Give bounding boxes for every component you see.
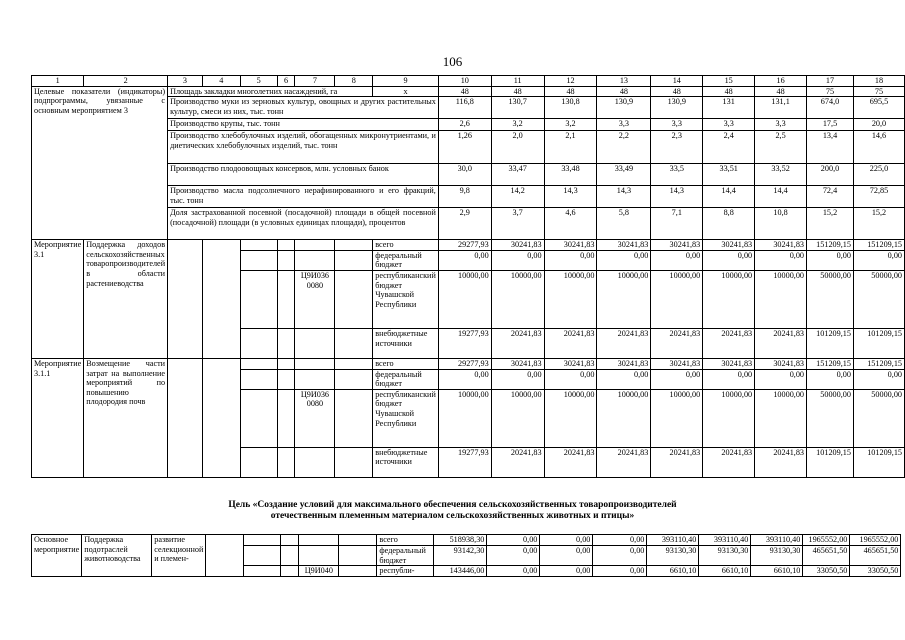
value-cell: 30241,83 xyxy=(544,358,597,369)
value-cell: 143446,00 xyxy=(434,566,487,577)
value-cell: 14,6 xyxy=(853,131,904,164)
value-cell: 131,1 xyxy=(755,97,807,119)
table-row xyxy=(32,358,905,369)
value-cell: 20241,83 xyxy=(491,328,544,358)
value-cell: 14,3 xyxy=(651,186,703,208)
value-cell: 30241,83 xyxy=(703,358,755,369)
table-row xyxy=(32,86,905,97)
value-cell: 0,00 xyxy=(807,369,854,389)
value-cell: 7,1 xyxy=(651,208,703,240)
value-cell: 30241,83 xyxy=(651,240,703,251)
header-cell: 11 xyxy=(491,76,544,87)
empty-cell xyxy=(240,328,277,358)
value-cell: 10000,00 xyxy=(597,389,651,447)
value-cell: 9,8 xyxy=(438,186,491,208)
empty-cell xyxy=(335,250,373,270)
value-cell: 465651,50 xyxy=(803,546,850,566)
measure-name: Поддержка доходов сельскохозяйственных товаропроизводителей в области растениеводства xyxy=(84,240,168,359)
goal-heading xyxy=(30,500,875,522)
value-cell: 225,0 xyxy=(853,164,904,186)
value-cell: 101209,15 xyxy=(853,447,904,477)
empty-cell xyxy=(277,240,295,251)
value-cell: 2,5 xyxy=(755,131,807,164)
value-cell: 116,8 xyxy=(438,97,491,119)
empty-cell xyxy=(335,240,373,251)
value-cell: 48 xyxy=(703,86,755,97)
value-cell: 130,7 xyxy=(491,97,544,119)
main-measure-type: Основное мероприятие xyxy=(32,535,82,577)
value-cell: 20241,83 xyxy=(544,447,597,477)
value-cell: 10000,00 xyxy=(755,270,807,328)
main-measure-target: развитие селекционной и племен- xyxy=(152,535,206,577)
empty-cell xyxy=(295,358,335,369)
value-cell: 0,00 xyxy=(703,369,755,389)
empty-cell xyxy=(240,369,277,389)
goal-line-1: Цель «Создание условий для максимального обеспечения сельскохозяйственных товаропроизводителей xyxy=(228,500,677,510)
value-cell: 93142,30 xyxy=(434,546,487,566)
header-cell: 8 xyxy=(335,76,373,87)
empty-cell xyxy=(168,240,203,359)
budget-code: Ц9И040 xyxy=(299,566,339,577)
value-cell: 30241,83 xyxy=(703,240,755,251)
empty-cell xyxy=(244,535,281,546)
value-cell: 33050,50 xyxy=(803,566,850,577)
empty-cell xyxy=(281,546,299,566)
empty-cell xyxy=(277,250,295,270)
value-cell: 10000,00 xyxy=(597,270,651,328)
indicator-name: Производство муки из зерновых культур, овощных и других растительных культур, смеси из них, тыс. тонн xyxy=(168,97,439,119)
value-cell: 33,47 xyxy=(491,164,544,186)
table-row xyxy=(32,240,905,251)
empty-cell xyxy=(335,447,373,477)
value-cell: 0,00 xyxy=(544,369,597,389)
value-cell: 3,3 xyxy=(703,119,755,131)
value-cell: 0,00 xyxy=(593,566,647,577)
value-cell: 0,00 xyxy=(487,566,540,577)
value-cell: 10000,00 xyxy=(651,389,703,447)
value-cell: 695,5 xyxy=(853,97,904,119)
value-cell: 48 xyxy=(755,86,807,97)
value-cell: 30241,83 xyxy=(597,358,651,369)
value-cell: 33,48 xyxy=(544,164,597,186)
value-cell: 3,3 xyxy=(597,119,651,131)
main-measure-name: Поддержка подотраслей животноводства xyxy=(82,535,152,577)
value-cell: 151209,15 xyxy=(807,358,854,369)
empty-cell xyxy=(335,270,373,328)
funding-source: всего xyxy=(377,535,434,546)
value-cell: 50000,00 xyxy=(853,389,904,447)
header-cell: 2 xyxy=(84,76,168,87)
empty-cell xyxy=(295,240,335,251)
indicator-name: Производство плодоовощных консервов, млн. условных банок xyxy=(168,164,439,186)
value-cell: 3,2 xyxy=(491,119,544,131)
indicator-name: Доля застрахованной посевной (посадочной) площади в общей посевной (посадочной) площади (в условных единицах площади), процентов xyxy=(168,208,439,240)
value-cell: 3,3 xyxy=(755,119,807,131)
value-cell: 20241,83 xyxy=(491,447,544,477)
funding-source: всего xyxy=(373,358,439,369)
value-cell: 130,8 xyxy=(544,97,597,119)
indicator-name: Производство крупы, тыс. тонн xyxy=(168,119,439,131)
value-cell: 0,00 xyxy=(597,369,651,389)
value-cell: 10000,00 xyxy=(491,270,544,328)
empty-cell xyxy=(281,535,299,546)
value-cell: 0,00 xyxy=(597,250,651,270)
value-cell: 3,7 xyxy=(491,208,544,240)
value-cell: 10,8 xyxy=(755,208,807,240)
value-cell: 10000,00 xyxy=(438,389,491,447)
header-cell: 6 xyxy=(277,76,295,87)
value-cell: 0,00 xyxy=(593,535,647,546)
value-cell: 130,9 xyxy=(597,97,651,119)
value-cell: 30241,83 xyxy=(544,240,597,251)
empty-cell xyxy=(295,369,335,389)
value-cell: 101209,15 xyxy=(807,328,854,358)
value-cell: 3,2 xyxy=(544,119,597,131)
empty-cell xyxy=(240,250,277,270)
value-cell: 6610,10 xyxy=(699,566,751,577)
value-cell: 6610,10 xyxy=(647,566,699,577)
empty-cell xyxy=(277,447,295,477)
value-cell: 2,6 xyxy=(438,119,491,131)
value-cell: 3,3 xyxy=(651,119,703,131)
value-cell: 30241,83 xyxy=(755,358,807,369)
value-cell: 50000,00 xyxy=(807,270,854,328)
value-cell: 8,8 xyxy=(703,208,755,240)
value-cell: 393110,40 xyxy=(647,535,699,546)
value-cell: 0,00 xyxy=(487,535,540,546)
empty-cell xyxy=(240,240,277,251)
value-cell: 393110,40 xyxy=(751,535,803,546)
empty-cell xyxy=(339,535,377,546)
value-cell: 0,00 xyxy=(540,546,593,566)
value-cell: 0,00 xyxy=(438,250,491,270)
value-cell: 2,4 xyxy=(703,131,755,164)
value-cell: 33,51 xyxy=(703,164,755,186)
empty-cell xyxy=(335,328,373,358)
value-cell: 14,4 xyxy=(703,186,755,208)
value-cell: 0,00 xyxy=(540,566,593,577)
value-cell: 1965552,00 xyxy=(850,535,901,546)
value-cell: 5,8 xyxy=(597,208,651,240)
empty-cell xyxy=(277,328,295,358)
value-cell: 33,52 xyxy=(755,164,807,186)
funding-source: республиканский бюджет Чувашской Республики xyxy=(373,270,439,328)
value-cell: 20241,83 xyxy=(597,328,651,358)
header-cell: 18 xyxy=(853,76,904,87)
funding-source: всего xyxy=(373,240,439,251)
value-cell: 10000,00 xyxy=(651,270,703,328)
value-cell: 20,0 xyxy=(853,119,904,131)
value-cell: 10000,00 xyxy=(491,389,544,447)
empty-cell xyxy=(202,358,240,477)
header-cell: 13 xyxy=(597,76,651,87)
value-cell: 15,2 xyxy=(853,208,904,240)
empty-cell xyxy=(299,546,339,566)
value-cell: 465651,50 xyxy=(850,546,901,566)
value-cell: 14,4 xyxy=(755,186,807,208)
value-cell: 30241,83 xyxy=(651,358,703,369)
empty-cell xyxy=(277,389,295,447)
value-cell: 0,00 xyxy=(593,546,647,566)
empty-cell xyxy=(339,566,377,577)
empty-cell xyxy=(168,358,203,477)
empty-cell xyxy=(206,535,244,577)
indicator-name: Производство масла подсолнечного нерафинированного и его фракций, тыс. тонн xyxy=(168,186,439,208)
value-cell: 101209,15 xyxy=(807,447,854,477)
value-cell: 6610,10 xyxy=(751,566,803,577)
funding-source: внебюджетные источники xyxy=(373,328,439,358)
value-cell: 10000,00 xyxy=(703,270,755,328)
value-cell: 0,00 xyxy=(491,369,544,389)
value-cell: 93130,30 xyxy=(699,546,751,566)
value-cell: 0,00 xyxy=(438,369,491,389)
empty-cell xyxy=(244,546,281,566)
value-cell: 30241,83 xyxy=(491,358,544,369)
header-cell: 17 xyxy=(807,76,854,87)
value-cell: 33,5 xyxy=(651,164,703,186)
funding-source: республи- xyxy=(377,566,434,577)
empty-cell xyxy=(277,270,295,328)
value-cell: 10000,00 xyxy=(438,270,491,328)
empty-cell xyxy=(277,369,295,389)
value-cell: 75 xyxy=(807,86,854,97)
value-cell: 10000,00 xyxy=(544,389,597,447)
measure-type: Мероприятие 3.1.1 xyxy=(32,358,84,477)
value-cell: 0,00 xyxy=(487,546,540,566)
empty-cell xyxy=(295,250,335,270)
value-cell: 20241,83 xyxy=(703,447,755,477)
value-cell: 0,00 xyxy=(540,535,593,546)
measure-type: Мероприятие 3.1 xyxy=(32,240,84,359)
value-cell: 48 xyxy=(544,86,597,97)
page-number: 106 xyxy=(442,54,463,69)
funding-source: внебюджетные источники xyxy=(373,447,439,477)
table-row xyxy=(32,76,905,87)
value-cell: 17,5 xyxy=(807,119,854,131)
funding-source: федеральный бюджет xyxy=(373,369,439,389)
empty-cell xyxy=(299,535,339,546)
header-cell: 5 xyxy=(240,76,277,87)
empty-cell xyxy=(244,566,281,577)
value-cell: 20241,83 xyxy=(703,328,755,358)
header-cell: 4 xyxy=(202,76,240,87)
value-cell: 33,49 xyxy=(597,164,651,186)
value-cell: 10000,00 xyxy=(703,389,755,447)
value-cell: 93130,30 xyxy=(751,546,803,566)
empty-cell xyxy=(240,389,277,447)
empty-cell xyxy=(339,546,377,566)
value-cell: 30,0 xyxy=(438,164,491,186)
header-cell: 12 xyxy=(544,76,597,87)
value-cell: 19277,93 xyxy=(438,447,491,477)
empty-cell xyxy=(295,328,335,358)
value-cell: 30241,83 xyxy=(755,240,807,251)
header-cell: 15 xyxy=(703,76,755,87)
value-cell: 4,6 xyxy=(544,208,597,240)
value-cell: 0,00 xyxy=(755,369,807,389)
value-cell: 518938,30 xyxy=(434,535,487,546)
value-cell: 151209,15 xyxy=(853,358,904,369)
value-cell: 151209,15 xyxy=(807,240,854,251)
empty-cell xyxy=(202,240,240,359)
indicators-label: Целевые показатели (индикаторы) подпрограммы, увязанные с основным мероприятием 3 xyxy=(32,86,168,240)
value-cell: 19277,93 xyxy=(438,328,491,358)
value-cell: 10000,00 xyxy=(755,389,807,447)
value-cell: 0,00 xyxy=(853,369,904,389)
value-cell: 393110,40 xyxy=(699,535,751,546)
main-measure-table xyxy=(31,534,901,577)
funding-source: республиканский бюджет Чувашской Республики xyxy=(373,389,439,447)
program-table xyxy=(31,75,905,478)
indicator-name: Производство хлебобулочных изделий, обогащенных микронутриентами, и диетических хлебобулочных изделий, тыс. тонн xyxy=(168,131,439,164)
empty-cell xyxy=(335,369,373,389)
value-cell: 10000,00 xyxy=(544,270,597,328)
value-cell: 0,00 xyxy=(703,250,755,270)
funding-source: федеральный бюджет xyxy=(377,546,434,566)
value-cell: 29277,93 xyxy=(438,240,491,251)
value-cell: 130,9 xyxy=(651,97,703,119)
value-cell: 72,85 xyxy=(853,186,904,208)
value-cell: 20241,83 xyxy=(597,447,651,477)
header-cell: 1 xyxy=(32,76,84,87)
header-cell: 10 xyxy=(438,76,491,87)
value-cell: 20241,83 xyxy=(651,328,703,358)
goal-line-2: отечественным племенным материалом сельскохозяйственных животных и птицы» xyxy=(270,511,635,521)
value-cell: 2,1 xyxy=(544,131,597,164)
table-row xyxy=(32,535,901,546)
value-cell: 2,2 xyxy=(597,131,651,164)
value-cell: 48 xyxy=(597,86,651,97)
value-cell: 48 xyxy=(491,86,544,97)
value-cell: 131 xyxy=(703,97,755,119)
value-cell: 13,4 xyxy=(807,131,854,164)
value-cell: 30241,83 xyxy=(491,240,544,251)
value-cell: 14,3 xyxy=(544,186,597,208)
value-cell: 0,00 xyxy=(755,250,807,270)
budget-code: Ц9И036 0080 xyxy=(295,270,335,328)
value-cell: 2,0 xyxy=(491,131,544,164)
value-cell: 14,3 xyxy=(597,186,651,208)
indicator-x: x xyxy=(373,86,439,97)
budget-code: Ц9И036 0080 xyxy=(295,389,335,447)
value-cell: 50000,00 xyxy=(807,389,854,447)
value-cell: 93130,30 xyxy=(647,546,699,566)
value-cell: 0,00 xyxy=(491,250,544,270)
value-cell: 14,2 xyxy=(491,186,544,208)
value-cell: 20241,83 xyxy=(544,328,597,358)
empty-cell xyxy=(240,270,277,328)
value-cell: 2,3 xyxy=(651,131,703,164)
header-cell: 7 xyxy=(295,76,335,87)
value-cell: 0,00 xyxy=(651,250,703,270)
value-cell: 0,00 xyxy=(544,250,597,270)
measure-name: Возмещение части затрат на выполнение мероприятий по повышению плодородия почв xyxy=(84,358,168,477)
indicator-name: Площадь закладки многолетних насаждений, га xyxy=(168,86,373,97)
value-cell: 20241,83 xyxy=(651,447,703,477)
value-cell: 0,00 xyxy=(807,250,854,270)
value-cell: 1965552,00 xyxy=(803,535,850,546)
header-cell: 16 xyxy=(755,76,807,87)
empty-cell xyxy=(277,358,295,369)
value-cell: 75 xyxy=(853,86,904,97)
empty-cell xyxy=(240,447,277,477)
empty-cell xyxy=(335,358,373,369)
value-cell: 101209,15 xyxy=(853,328,904,358)
value-cell: 15,2 xyxy=(807,208,854,240)
value-cell: 48 xyxy=(651,86,703,97)
empty-cell xyxy=(335,389,373,447)
value-cell: 20241,83 xyxy=(755,328,807,358)
empty-cell xyxy=(295,447,335,477)
value-cell: 72,4 xyxy=(807,186,854,208)
empty-cell xyxy=(281,566,299,577)
value-cell: 200,0 xyxy=(807,164,854,186)
value-cell: 2,9 xyxy=(438,208,491,240)
empty-cell xyxy=(240,358,277,369)
value-cell: 1,26 xyxy=(438,131,491,164)
value-cell: 48 xyxy=(438,86,491,97)
value-cell: 674,0 xyxy=(807,97,854,119)
value-cell: 29277,93 xyxy=(438,358,491,369)
value-cell: 0,00 xyxy=(853,250,904,270)
value-cell: 30241,83 xyxy=(597,240,651,251)
value-cell: 0,00 xyxy=(651,369,703,389)
value-cell: 50000,00 xyxy=(853,270,904,328)
header-cell: 3 xyxy=(168,76,203,87)
value-cell: 33050,50 xyxy=(850,566,901,577)
funding-source: федеральный бюджет xyxy=(373,250,439,270)
value-cell: 20241,83 xyxy=(755,447,807,477)
header-cell: 14 xyxy=(651,76,703,87)
header-cell: 9 xyxy=(373,76,439,87)
value-cell: 151209,15 xyxy=(853,240,904,251)
